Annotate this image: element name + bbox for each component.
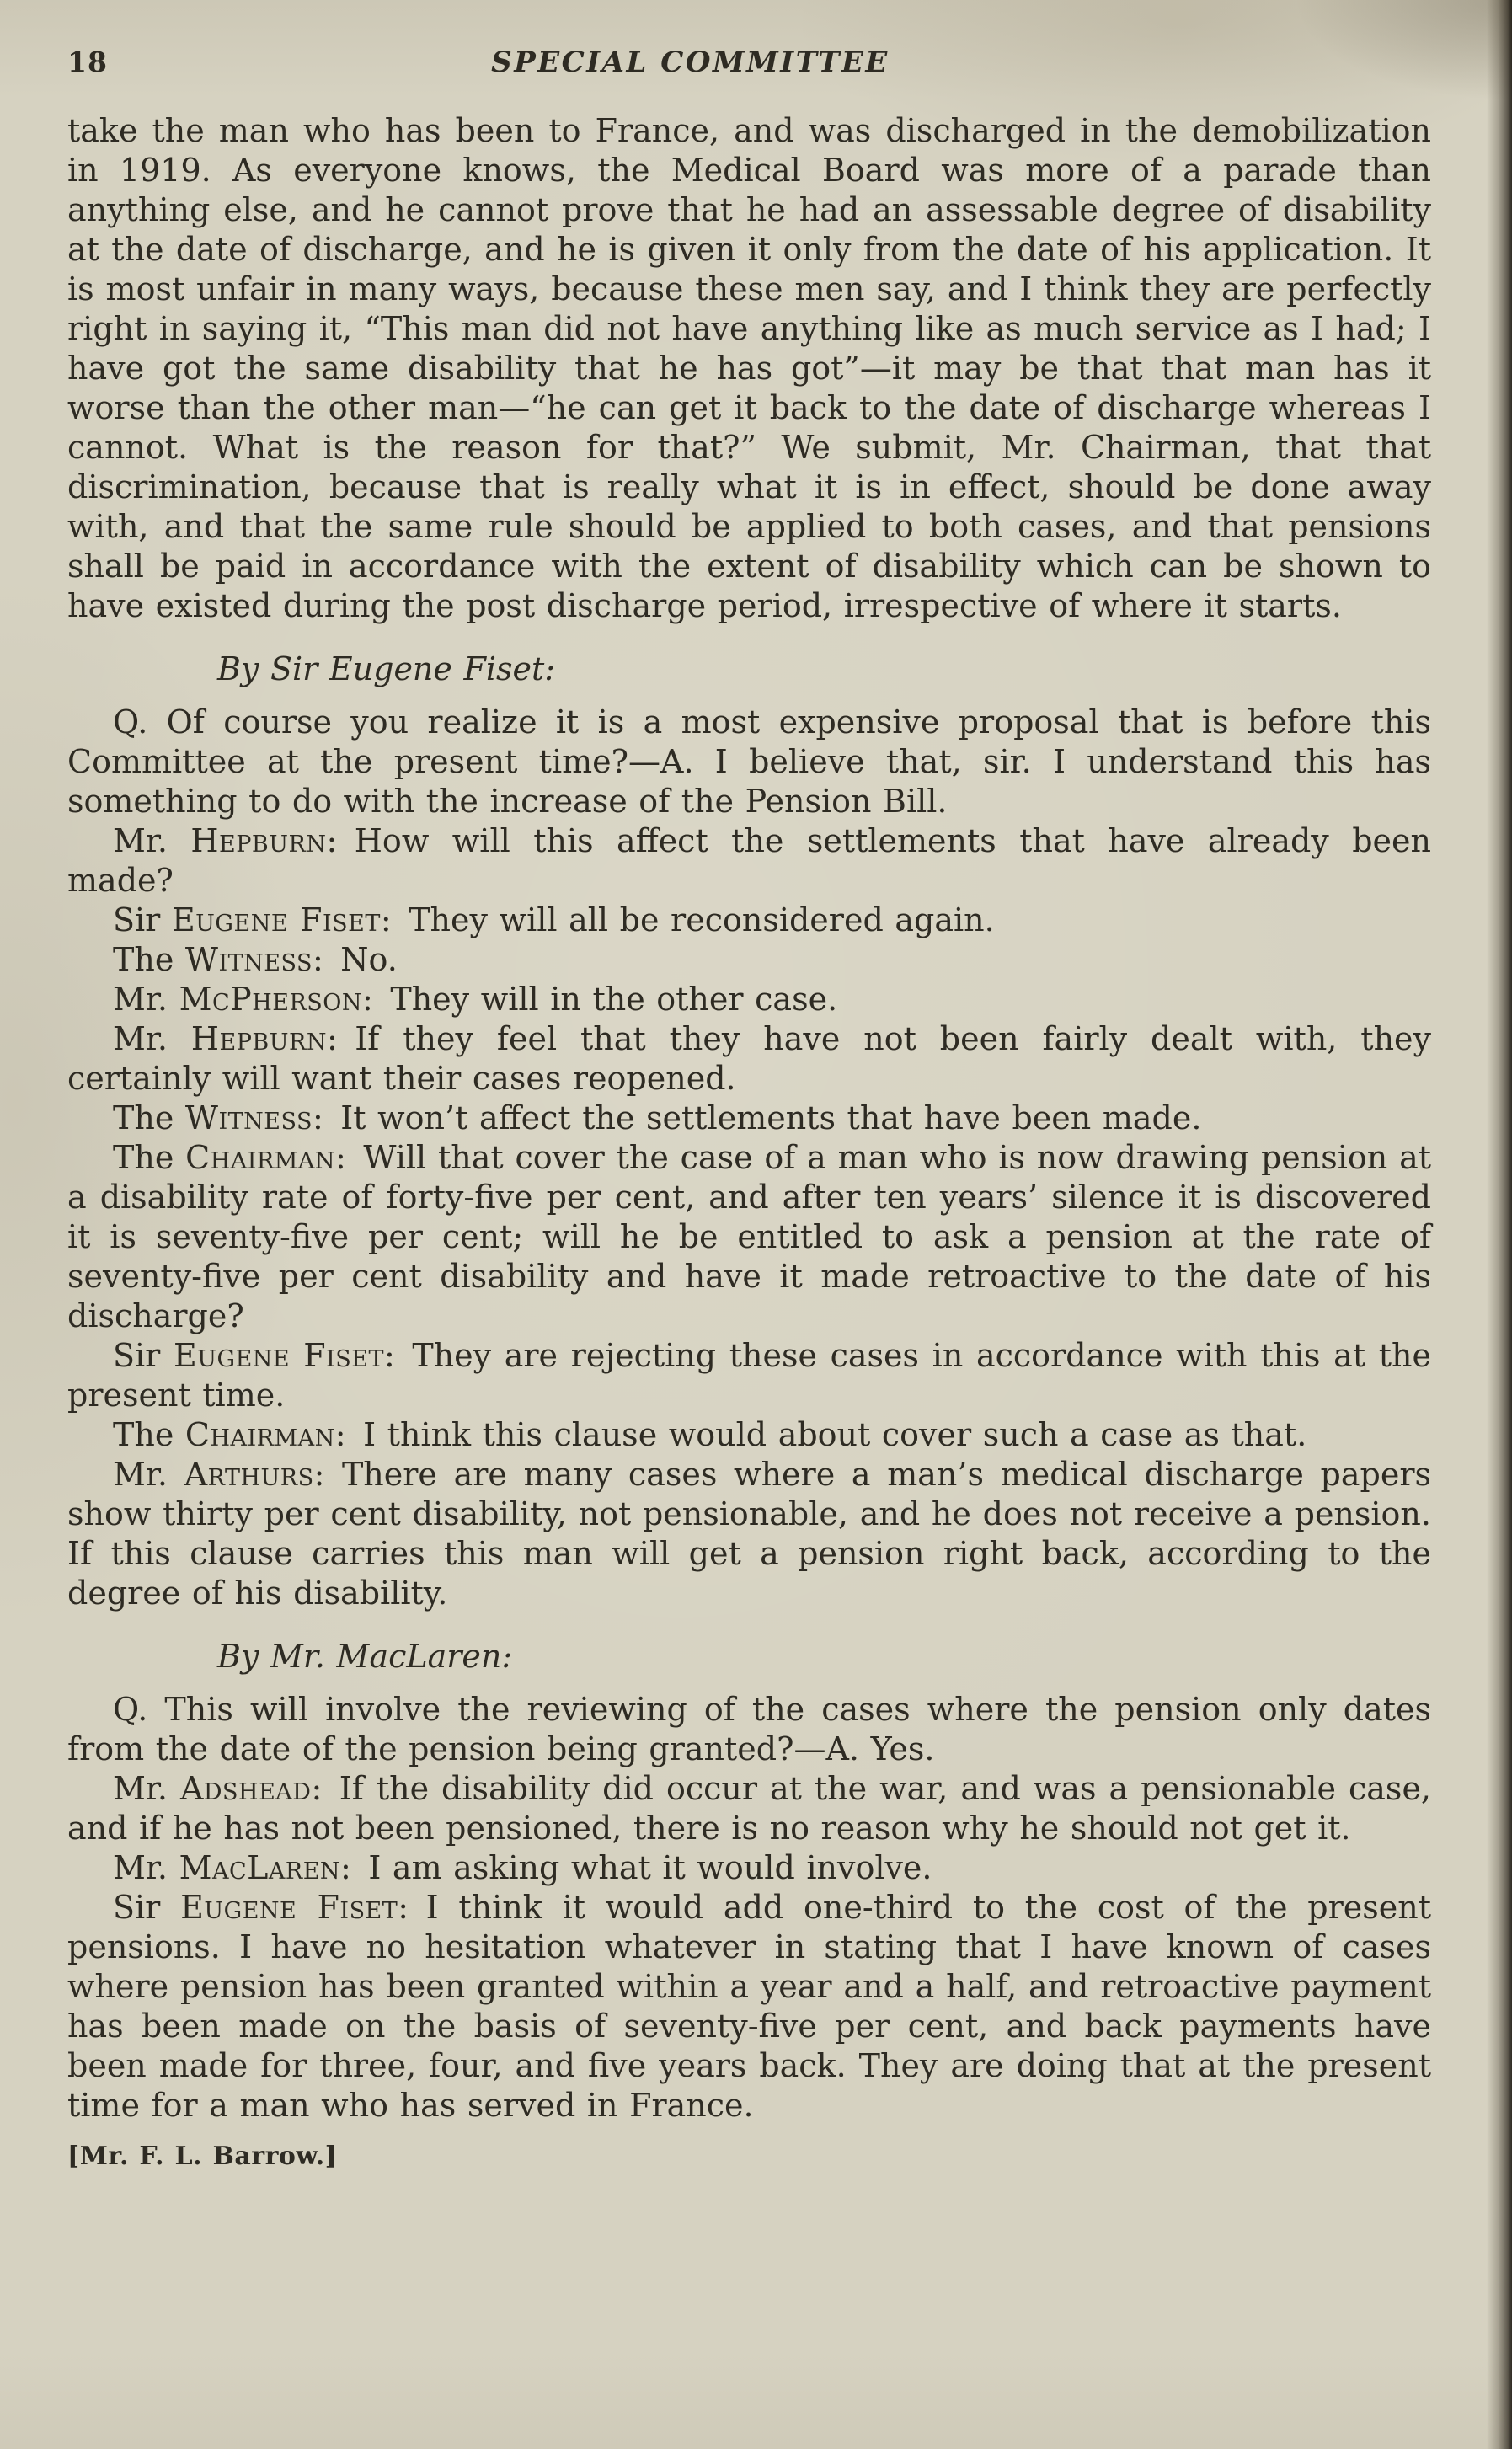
document-body [67,111,1431,2173]
speech-maclaren [67,1848,1431,1888]
speaker-prefix: Mr. [113,981,179,1018]
speaker-prefix: Mr. [113,1456,184,1493]
speech-text: There are many cases where a man’s medical discharge papers show thirty per cent disability, not pensionable, and he does not receive a pension. If this clause carries this man will get a pension right back, according to the degree of his disability. [67,1456,1432,1612]
section-heading-by-maclaren: By Mr. MacLaren: [217,1638,513,1675]
speaker-name: McPherson: [179,981,374,1018]
running-title: SPECIAL COMMITTEE [491,45,890,79]
speaker-prefix: The [113,941,185,978]
speech-text: They will all be reconsidered again. [409,901,995,938]
speech-fiset-3 [67,1888,1431,2125]
speech-text: I think it would add one-third to the cost of the present pensions. I have no hesitation whatever in stating that I have known of cases where pension has been granted within a year and a half, and retroactive payment has been made on the basis of seventy-five per cent, and back payments have been made for three, four, and five years back. They are doing that at the present time for a man who has served in France. [67,1889,1431,2124]
speech-text: They will in the other case. [390,981,838,1018]
speech-text: I think this clause would about cover such a case as that. [363,1416,1307,1453]
speaker-name: Eugene Fiset: [171,901,393,938]
speaker-name: Chairman: [184,1416,347,1453]
speech-fiset-2 [67,1336,1431,1415]
speaker-name: Adshead: [179,1770,323,1807]
speaker-prefix: Sir [113,901,172,938]
speech-chairman-2 [67,1415,1431,1455]
speaker-name: Witness: [184,1099,324,1136]
speech-text: They are rejecting these cases in accordance with this at the present time. [67,1337,1431,1414]
speech-hepburn-2 [67,1019,1431,1099]
speaker-prefix: Mr. [113,1770,180,1807]
paragraph-continuation: take the man who has been to France, and was discharged in the demobilization in 1919. As everyone knows, the Medical Board was more of a parade than anything else, and he cannot prove that he had an assessable degree of disability at the date of discharge, and he is given it only from the date of his application. It is most unfair in many ways, because these men say, and I think they are perfectly right in saying it, “This man did not have anything like as much service as I had; I have got the same disability that he has got”—it may be that that man has it worse than the other man—“he can get it back to the date of discharge whereas I cannot. What is the reason for that?” We submit, Mr. Chairman, that that discrimination, because that is really what it is in effect, should be done away with, and that the same rule should be applied to both cases, and that pensions shall be paid in accordance with the extent of disability which can be shown to have existed during the post discharge period, irrespective of where it starts. [67,112,1431,624]
speech-text: Will that cover the case of a man who is now drawing pension at a disability rate of forty-five per cent, and after ten years’ silence it is discovered it is seventy-five per cent; will he be entitled to ask a pension at the rate of seventy-five per cent disability and have it made retroactive to the date of his discharge? [67,1139,1431,1334]
speaker-prefix: The [113,1099,185,1136]
footer-note: [Mr. F. L. Barrow.] [67,2142,338,2171]
section-heading-by-fiset: By Sir Eugene Fiset: [217,650,556,687]
speaker-prefix: The [113,1139,186,1176]
speech-chairman-1 [67,1138,1431,1336]
speaker-prefix: Sir [113,1337,174,1374]
speaker-prefix: Mr. [113,822,191,859]
speaker-prefix: Sir [113,1889,181,1926]
speech-mcpherson [67,980,1431,1019]
speaker-name: Chairman: [185,1139,347,1176]
speech-text: If they feel that they have not been fairly dealt with, they certainly will want their cases reopened. [67,1020,1431,1097]
speaker-name: Hepburn: [190,1020,339,1057]
speech-hepburn-1 [67,821,1431,901]
speaker-prefix: Mr. [113,1849,179,1886]
speech-fiset-1 [67,901,1431,940]
speech-text: How will this affect the settlements that have already been made? [67,822,1431,899]
speaker-name: Eugene Fiset: [180,1889,409,1926]
page-number: 18 [67,45,108,78]
speech-adshead [67,1769,1431,1848]
speaker-name: Eugene Fiset: [174,1337,396,1374]
speech-arthurs [67,1455,1431,1613]
speaker-name: Witness: [184,941,324,978]
speaker-prefix: The [113,1416,185,1453]
speaker-name: Arthurs: [184,1456,325,1493]
speaker-prefix: Mr. [113,1020,191,1057]
question-answer-paragraph: Q. This will involve the reviewing of the cases where the pension only dates from the date of the pension being granted?—A. Yes. [67,1691,1431,1767]
question-answer-paragraph: Q. Of course you realize it is a most expensive proposal that is before this Committee at the present time?—A. I believe that, sir. I understand this has something to do with the increase of the Pension Bill. [67,703,1431,820]
speech-witness-2 [67,1099,1431,1138]
speaker-name: MacLaren: [179,1849,352,1886]
speech-text: No. [340,941,398,978]
page-header [67,45,1431,86]
speech-text: It won’t affect the settlements that have been made. [340,1099,1202,1136]
speaker-name: Hepburn: [190,822,338,859]
speech-witness-1 [67,940,1431,980]
speech-text: If the disability did occur at the war, and was a pensionable case, and if he has not been pensioned, there is no reason why he should not get it. [67,1770,1432,1847]
speech-text: I am asking what it would involve. [368,1849,932,1886]
